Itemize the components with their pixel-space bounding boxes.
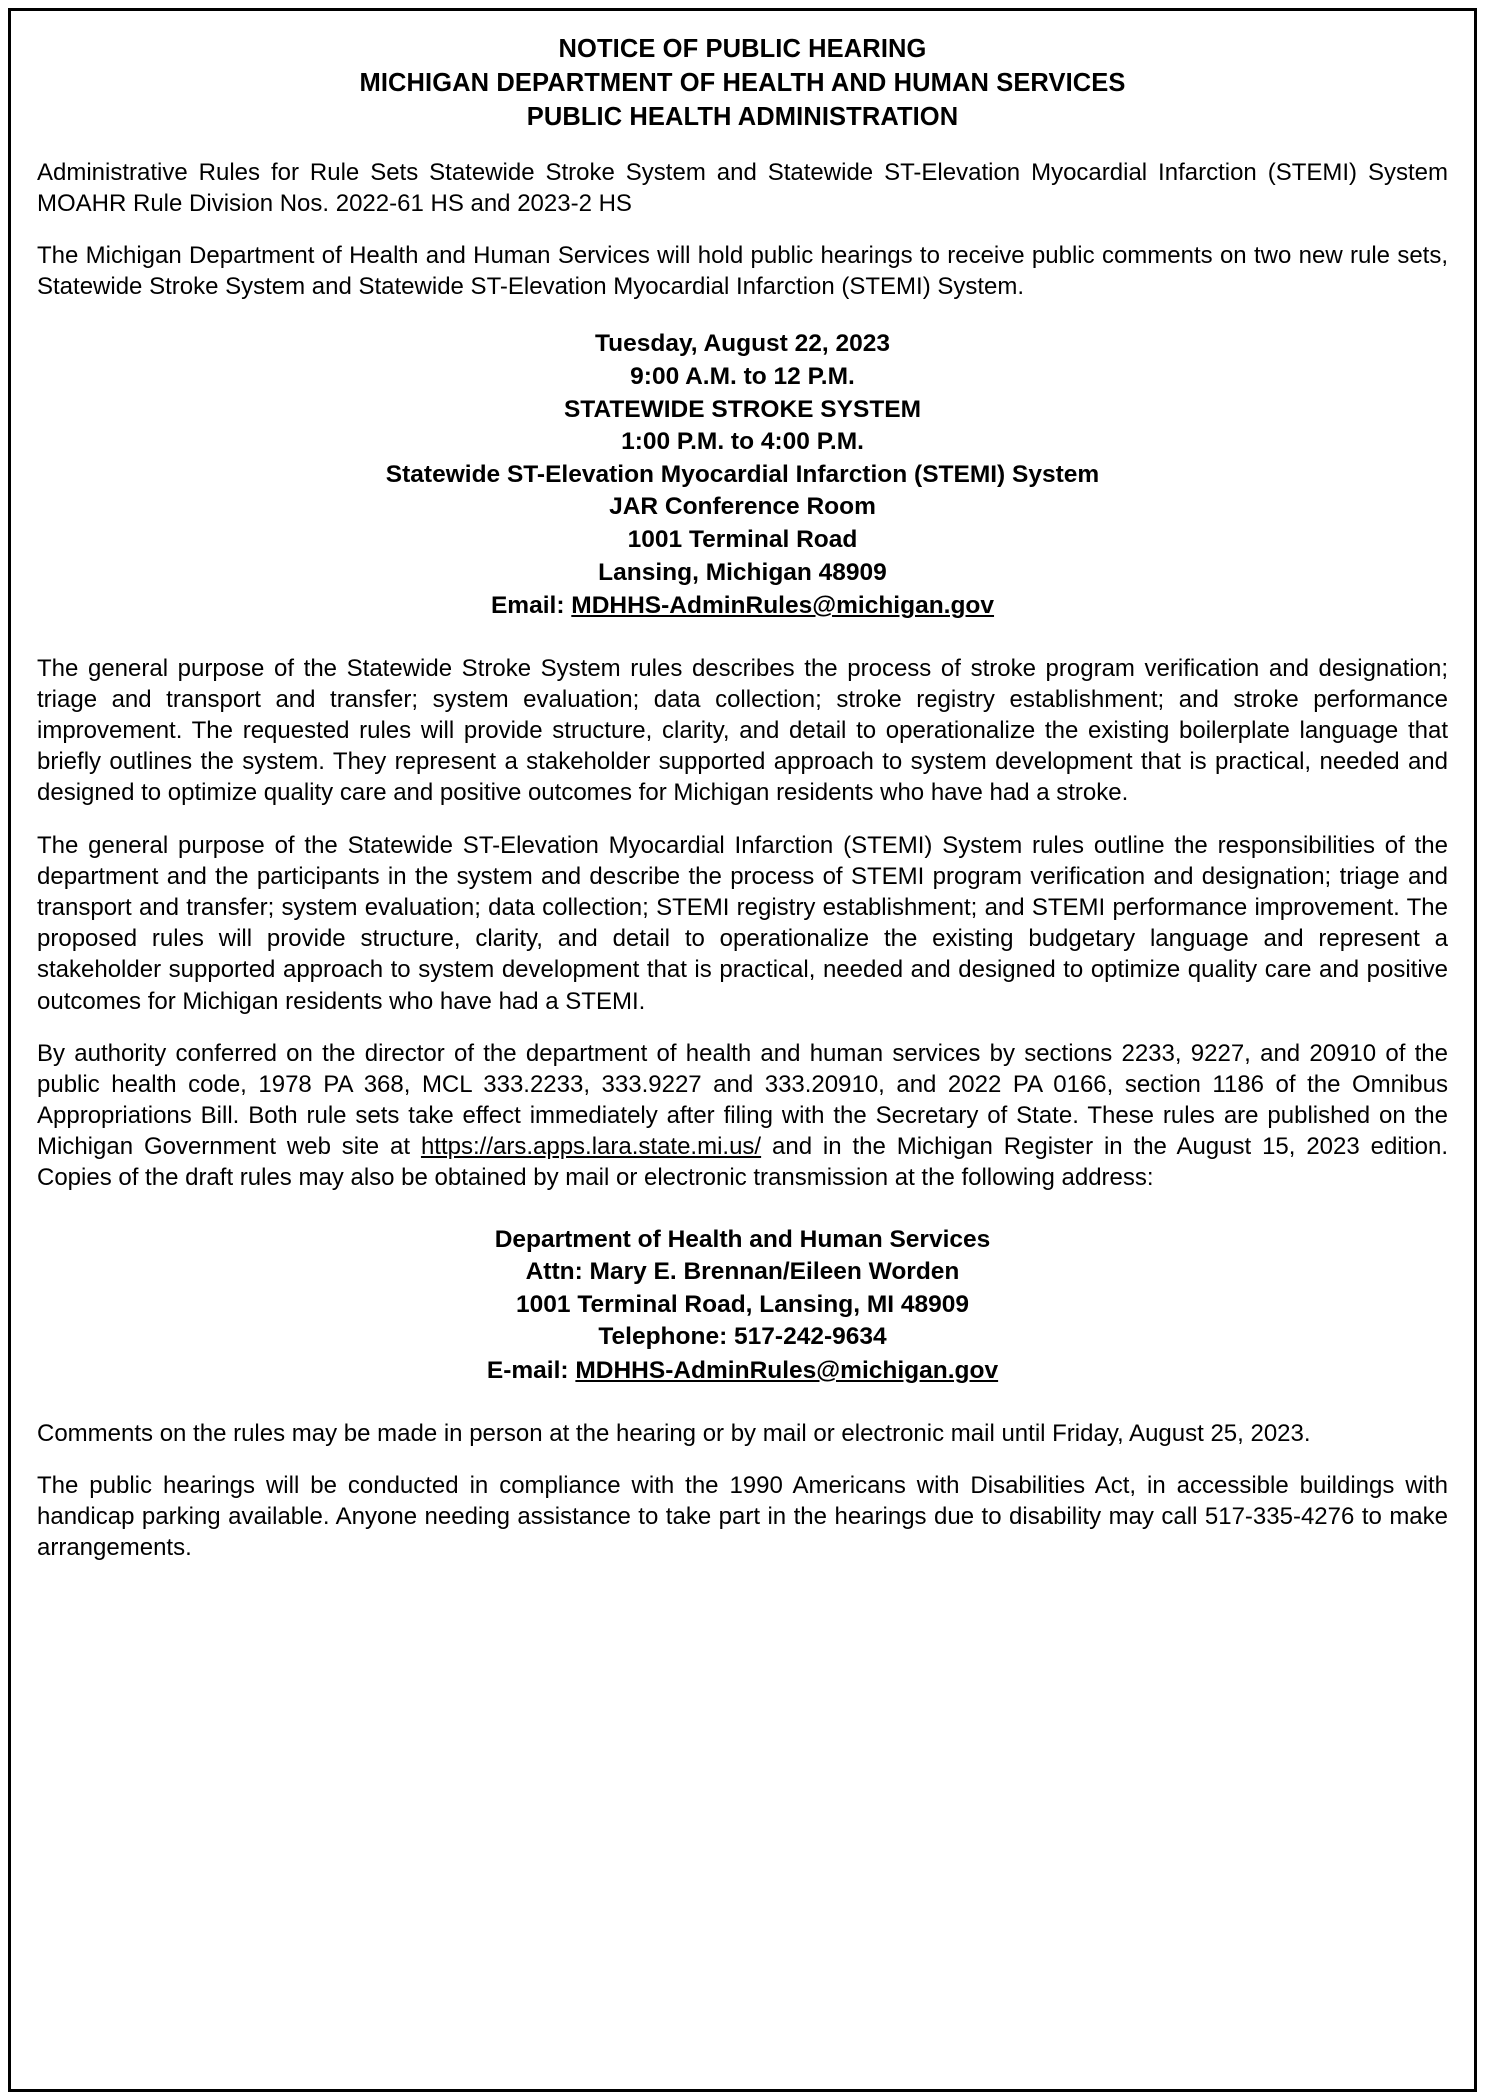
hearing-email-line xyxy=(37,590,1448,623)
lara-rules-link[interactable]: https://ars.apps.lara.state.mi.us/ xyxy=(420,1133,762,1161)
hearing-city-state-zip: Lansing, Michigan 48909 xyxy=(598,558,887,586)
paragraph-purpose-stemi: The general purpose of the Statewide ST-Elevation Myocardial Infarction (STEMI) System rules outline the responsibilities of the department and the participants in the system and describe the process of STEMI program verification and designation; triage and transport and transfer; system evaluation; data collection; STEMI registry establishment; and STEMI performance improvement. The proposed rules will provide structure, clarity, and detail to operationalize the existing budgetary language and represent a stakeholder supported approach to system development that is practical, needed and designed to optimize quality care and positive outcomes for Michigan residents who have had a STEMI. xyxy=(37,831,1448,1015)
address-attn: Attn: Mary E. Brennan/Eileen Worden xyxy=(525,1258,960,1286)
address-email-line xyxy=(37,1355,1448,1388)
hearing-time-afternoon: 1:00 P.M. to 4:00 P.M. xyxy=(621,428,864,456)
hearing-session-morning: STATEWIDE STROKE SYSTEM xyxy=(563,395,922,423)
mailing-address-block xyxy=(37,1224,1448,1388)
address-street-city: 1001 Terminal Road, Lansing, MI 48909 xyxy=(516,1290,969,1318)
title-line-3: PUBLIC HEALTH ADMINISTRATION xyxy=(526,102,959,131)
hearing-session-afternoon: Statewide ST-Elevation Myocardial Infarction (STEMI) System xyxy=(385,460,1100,488)
hearing-street: 1001 Terminal Road xyxy=(627,525,858,553)
notice-border-frame xyxy=(8,8,1477,2092)
paragraph-ada: The public hearings will be conducted in compliance with the 1990 Americans with Disabilities Act, in accessible buildings with handicap parking available. Anyone needing assistance to take part in the hearings due to disability may call 517-335-4276 to make arrangements. xyxy=(37,1471,1448,1562)
hearing-email-link[interactable]: MDHHS-AdminRules@michigan.gov xyxy=(571,592,995,620)
hearing-venue: JAR Conference Room xyxy=(609,493,876,521)
authority-text-part2: and in the Michigan Register in the August 15, 2023 edition. Copies of the draft rules may also be obtained by mail or electronic transmission at the following address: xyxy=(37,1133,1448,1192)
title-line-2: MICHIGAN DEPARTMENT OF HEALTH AND HUMAN SERVICES xyxy=(359,68,1126,97)
paragraph-rule-sets: Administrative Rules for Rule Sets Statewide Stroke System and Statewide ST-Elevation Myocardial Infarction (STEMI) System MOAHR Rule Division Nos. 2022-61 HS and 2023-2 HS xyxy=(37,158,1448,217)
address-telephone: Telephone: 517-242-9634 xyxy=(598,1323,887,1351)
title-line-1: NOTICE OF PUBLIC HEARING xyxy=(558,35,927,63)
address-department: Department of Health and Human Services xyxy=(494,1225,991,1253)
notice-title-block xyxy=(37,33,1448,135)
hearing-date: Tuesday, August 22, 2023 xyxy=(594,330,891,358)
paragraph-comments: Comments on the rules may be made in person at the hearing or by mail or electronic mail until Friday, August 25, 2023. xyxy=(37,1419,1311,1447)
address-email-link[interactable]: MDHHS-AdminRules@michigan.gov xyxy=(575,1356,999,1384)
paragraph-authority xyxy=(37,1038,1448,1194)
address-email-label: E-mail: xyxy=(486,1356,576,1384)
hearing-details-block xyxy=(37,328,1448,622)
hearing-email-label: Email: xyxy=(490,592,572,620)
paragraph-purpose-stroke: The general purpose of the Statewide Stroke System rules describes the process of stroke program verification and designation; triage and transport and transfer; system evaluation; data collection; stroke registry establishment; and stroke performance improvement. The requested rules will provide structure, clarity, and detail to operationalize the existing boilerplate language that briefly outlines the system. They represent a stakeholder supported approach to system development that is practical, needed and designed to optimize quality care and positive outcomes for Michigan residents who have had a stroke. xyxy=(37,654,1448,807)
authority-text-part1: By authority conferred on the director of the department of health and human services by sections 2233, 9227, and 20910 of the public health code, 1978 PA 368, MCL 333.2233, 333.9227 and 333.20910, and 2022 PA 0166, section 1186 of the Omnibus Appropriations Bill. Both rule sets take effect immediately after filing with the Secretary of State. These rules are published on the Michigan Government web site at xyxy=(37,1039,1448,1161)
hearing-time-morning: 9:00 A.M. to 12 P.M. xyxy=(630,363,855,391)
paragraph-intro: The Michigan Department of Health and Human Services will hold public hearings to receive public comments on two new rule sets, Statewide Stroke System and Statewide ST-Elevation Myocardial Infarction (STEMI) System. xyxy=(37,242,1448,301)
